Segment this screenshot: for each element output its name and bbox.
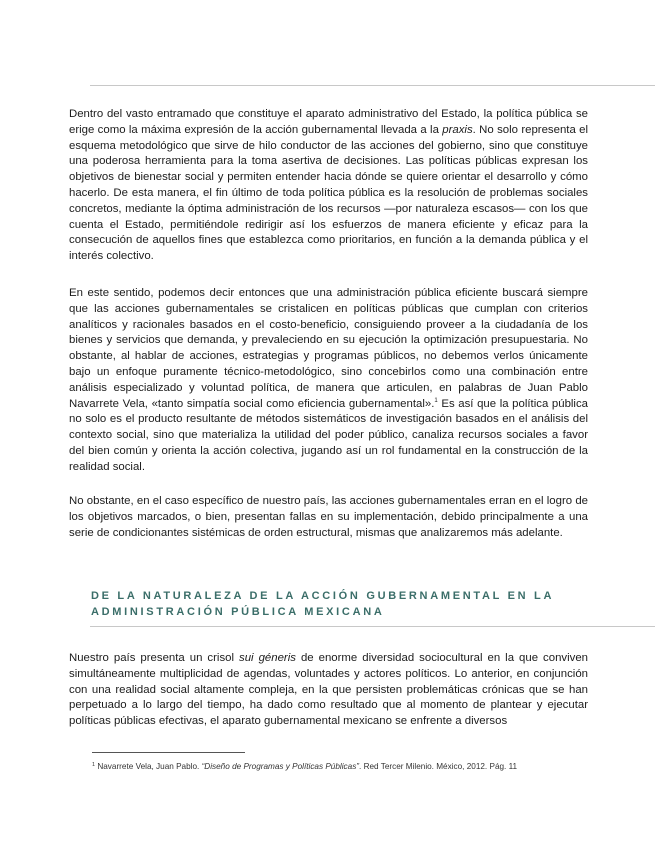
paragraph-1	[69, 107, 588, 265]
paragraph-2	[69, 286, 588, 476]
footnote-title: “Diseño de Programas y Políticas Públicas”	[201, 762, 360, 771]
paragraph-4-emphasis: sui géneris	[239, 652, 296, 664]
paragraph-2-text-start: En este sentido, podemos decir entonces que una administración pública eficiente buscará siempre que las acciones gubernamentales se cristalicen en políticas públicas que cumplan con criterios analíticos y racionales basados en el costo-beneficio, consiguiendo proveer a la ciudadanía de los bienes y servicios que demanda, y prevaleciendo en su ejecución la optimización presupuestaria. No obstante, al hablar de acciones, estrategias y programas públicos, no debemos verlos únicamente bajo un enfoque puramente técnico-metodológico, sino concebirlos como una combinación entre análisis especializado y voluntad política, de manera que articulen, en palabras de Juan Pablo Navarrete Vela, «tanto simpatía social como eficiencia gubernamental».	[69, 287, 588, 410]
paragraph-2-text-end: Es así que la política pública no solo es el producto resultante de métodos sistemáticos de investigación basados en el análisis del contexto social, sino que materializa la utilidad del poder público, canaliza recursos sociales a favor del bien común y orienta la acción colectiva, jugando así un rol fundamental en la construcción de la realidad social.	[69, 397, 588, 473]
footnote-reference[interactable]: 1	[434, 397, 438, 404]
footnote-author: Navarrete Vela, Juan Pablo.	[97, 762, 200, 771]
paragraph-1-text-end: . No solo representa el esquema metodológico que sirve de hilo conductor de las acciones del gobierno, sino que constituye una poderosa herramienta para la toma asertiva de decisiones. Las políticas públicas expresan los objetivos de bienestar social y permiten entender hacia dónde se quiere orientar el desarrollo y cómo hacerlo. De esta manera, el fin último de toda política pública es la resolución de problemas sociales concretos, mediante la óptima administración de los recursos —por naturaleza escasos— con los que cuenta el Estado, permitiéndole redirigir así los esfuerzos de manera eficiente y eficaz para la consecución de aquellos fines que establezca como prioritarios, en función a la demanda pública y el interés colectivo.	[69, 123, 588, 263]
header-rule	[90, 85, 655, 86]
paragraph-4-text-end: de enorme diversidad sociocultural en la que conviven simultáneamente multiplicidad de agendas, voluntades y actores políticos. Lo anterior, en conjunción con una realidad social altamente compleja, en la que persisten problemáticas crónicas que se han perpetuado a lo largo del tiempo, ha dado como resultado que al momento de plantear y ejecutar políticas públicas efectivas, el aparato gubernamental mexicano se enfrente a diversos	[69, 652, 588, 728]
footnote-number: 1	[92, 762, 96, 768]
section-heading-line-2: ADMINISTRACIÓN PÚBLICA MEXICANA	[91, 606, 385, 618]
paragraph-3: No obstante, en el caso específico de nuestro país, las acciones gubernamentales erran en el logro de los objetivos marcados, o bien, presentan fallas en su implementación, debido principalmente a una serie de condicionantes sistémicas de orden estructural, mismas que analizaremos más adelante.	[69, 495, 588, 539]
footnote-separator	[92, 752, 245, 753]
footnote-publication: . Red Tercer Milenio. México, 2012. Pág. 11	[359, 762, 518, 771]
paragraph-1-emphasis: praxis	[442, 123, 473, 136]
section-heading-line-1: DE LA NATURALEZA DE LA ACCIÓN GUBERNAMENTAL EN LA	[91, 590, 555, 602]
paragraph-4	[69, 651, 588, 730]
footnote	[92, 761, 592, 772]
paragraph-1-text-start: Dentro del vasto entramado que constituye el aparato administrativo del Estado, la política pública se erige como la máxima expresión de la acción gubernamental llevada a la	[69, 108, 588, 136]
section-heading-rule	[90, 626, 655, 627]
section-heading	[91, 588, 561, 620]
paragraph-4-text-start: Nuestro país presenta un crisol	[69, 652, 240, 664]
